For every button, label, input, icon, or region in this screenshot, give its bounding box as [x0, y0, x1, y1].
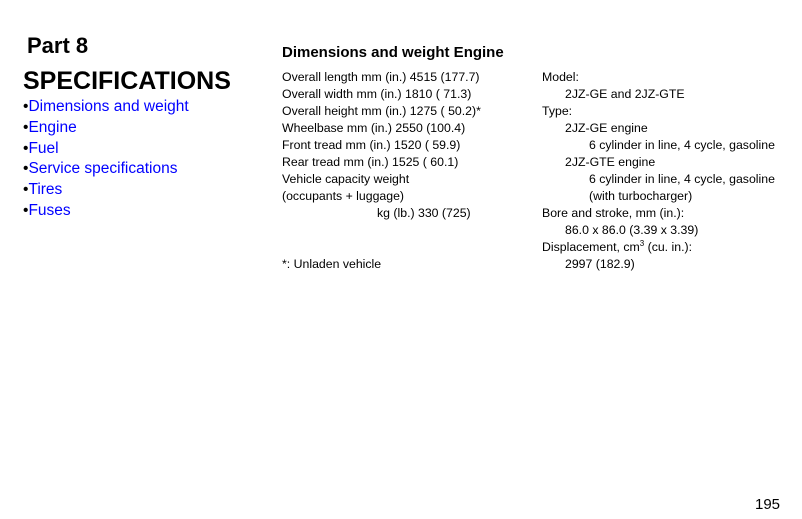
toc-item-fuses [23, 201, 189, 222]
displacement-value: 2997 (182.9) [565, 257, 635, 271]
spacer [282, 239, 481, 256]
toc-link-tires[interactable]: Tires [28, 181, 63, 199]
engine-gte-name: 2JZ-GTE engine [565, 155, 656, 169]
capacity-weight-sublabel: (occupants + luggage) [282, 189, 405, 203]
bullet: • [23, 139, 29, 157]
overall-height-row: Overall height mm (in.) 1275 ( 50.2)* [282, 104, 481, 118]
toc-link-fuel[interactable]: Fuel [28, 139, 59, 157]
bore-stroke-label: Bore and stroke, mm (in.): [542, 206, 685, 220]
capacity-weight-value: kg (lb.) 330 (725) [377, 206, 471, 220]
spacer [282, 222, 481, 239]
bullet: • [23, 118, 29, 136]
engine-ge-description: 6 cylinder in line, 4 cycle, gasoline [589, 138, 775, 152]
engine-type-label: Type: [542, 104, 573, 118]
table-of-contents [23, 97, 189, 222]
toc-item-fuel [23, 139, 189, 160]
engine-model-label: Model: [542, 70, 579, 84]
page-number: 195 [755, 496, 781, 513]
bullet: • [23, 201, 29, 219]
engine-ge-name: 2JZ-GE engine [565, 121, 648, 135]
toc-link-service-specifications[interactable]: Service specifications [28, 160, 178, 178]
displacement-label-text: Displacement, cm [542, 240, 640, 254]
capacity-weight-label: Vehicle capacity weight [282, 172, 410, 186]
displacement-label [542, 239, 775, 256]
front-tread-row: Front tread mm (in.) 1520 ( 59.9) [282, 138, 461, 152]
bullet: • [23, 98, 29, 115]
toc-item-engine [23, 118, 189, 139]
bullet: • [23, 160, 29, 178]
toc-link-fuses[interactable]: Fuses [28, 201, 71, 219]
engine-gte-note: (with turbocharger) [589, 189, 693, 203]
overall-width-row: Overall width mm (in.) 1810 ( 71.3) [282, 87, 472, 101]
footnote: *: Unladen vehicle [282, 257, 382, 271]
displacement-label-unit: (cu. in.): [644, 240, 693, 254]
dimensions-column [282, 69, 481, 273]
section-heading: Dimensions and weight Engine [282, 44, 504, 61]
engine-column [542, 69, 775, 273]
bore-stroke-value: 86.0 x 86.0 (3.39 x 3.39) [565, 223, 699, 237]
page-title: SPECIFICATIONS [23, 67, 231, 95]
toc-item-dimensions-and-weight [23, 97, 189, 118]
toc-link-engine[interactable]: Engine [28, 118, 77, 136]
cubic-superscript: 3 [639, 239, 645, 248]
rear-tread-row: Rear tread mm (in.) 1525 ( 60.1) [282, 155, 459, 169]
toc-link-dimensions-and-weight[interactable]: Dimensions and weight [28, 98, 189, 115]
toc-item-service-specifications [23, 159, 189, 180]
part-label: Part 8 [27, 33, 89, 58]
engine-gte-description: 6 cylinder in line, 4 cycle, gasoline [589, 172, 775, 186]
wheelbase-row: Wheelbase mm (in.) 2550 (100.4) [282, 121, 466, 135]
bullet: • [23, 181, 29, 199]
toc-item-tires [23, 180, 189, 201]
overall-length-row: Overall length mm (in.) 4515 (177.7) [282, 70, 480, 84]
engine-model-value: 2JZ-GE and 2JZ-GTE [565, 87, 685, 101]
